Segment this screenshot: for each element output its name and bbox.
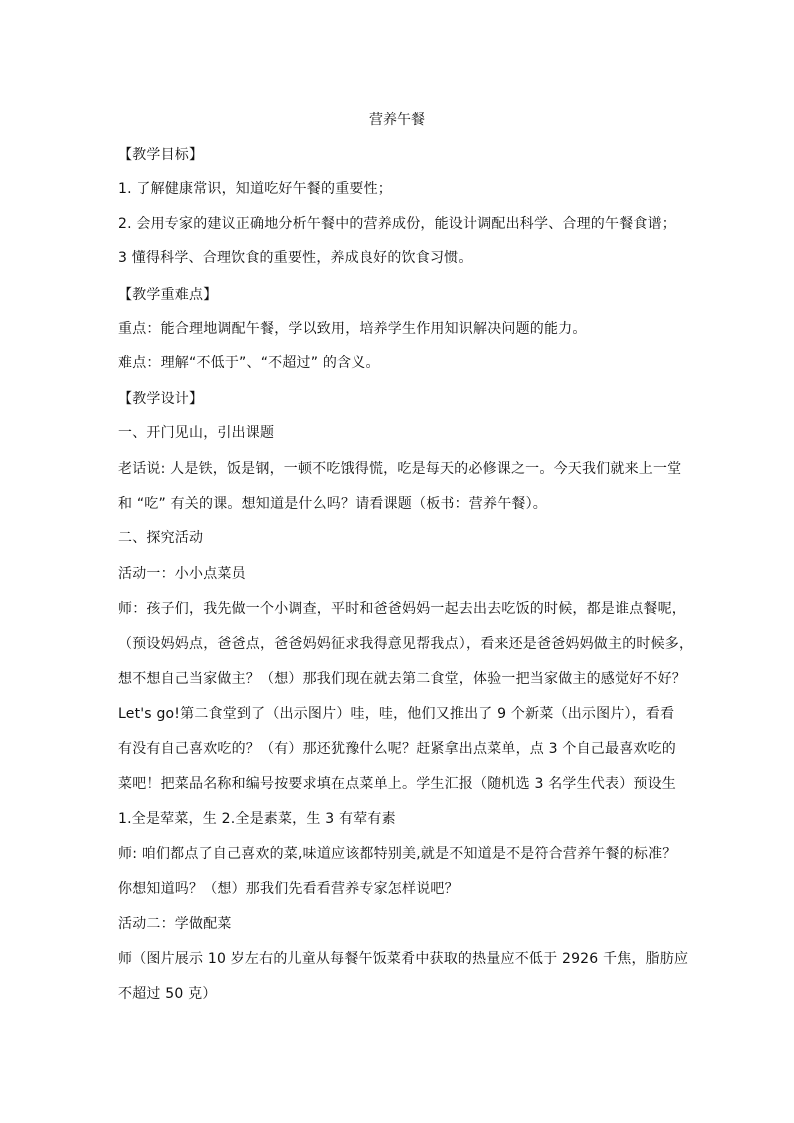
part-one-heading: 一、开门见山，引出课题 (118, 425, 275, 441)
key-point: 重点：能合理地调配午餐，学以致用，培养学生作用知识解决问题的能力。 (118, 321, 587, 337)
objective-2: 2. 会用专家的建议正确地分析午餐中的营养成份，能设计调配出科学、合理的午餐食谱； (118, 216, 677, 232)
paragraph-line: 老话说: 人是铁，饭是钢，一顿不吃饿得慌，吃是每天的必修课之一。今天我们就来上一堂 (118, 461, 682, 477)
objective-1: 1. 了解健康常识，知道吃好午餐的重要性； (118, 181, 393, 197)
section-heading-design: 【教学设计】 (118, 391, 204, 407)
activity-two-heading: 活动二：学做配菜 (118, 916, 232, 932)
paragraph-line: 有没有自己喜欢吃的？（有）那还犹豫什么呢？赶紧拿出点菜单，点 3 个自己最喜欢吃的 (118, 741, 677, 757)
paragraph-line: （预设妈妈点，爸爸点，爸爸妈妈征求我得意见帮我点），看来还是爸爸妈妈做主的时候多， (118, 636, 694, 652)
difficult-point: 难点：理解“不低于”、“不超过” 的含义。 (118, 355, 380, 371)
paragraph-line: 师: 咱们都点了自己喜欢的菜,味道应该都特别美,就是不知道是不是符合营养午餐的标准？ (118, 846, 677, 862)
section-heading-key-points: 【教学重难点】 (118, 287, 218, 303)
paragraph-line: 师（图片展示 10 岁左右的儿童从每餐午饭菜肴中获取的热量应不低于 2926 千焦，脂肪应 (118, 951, 689, 967)
document-title: 营养午餐 (369, 112, 425, 128)
activity-one-heading: 活动一：小小点菜员 (118, 566, 246, 582)
section-heading-objectives: 【教学目标】 (118, 147, 204, 163)
paragraph-line: 1.全是荤菜，生 2.全是素菜，生 3 有荤有素 (118, 811, 396, 827)
paragraph-line: 菜吧！把菜品名称和编号按要求填在点菜单上。学生汇报（随机选 3 名学生代表）预设生 (118, 776, 677, 792)
objective-3: 3 懂得科学、合理饮食的重要性，养成良好的饮食习惯。 (118, 250, 473, 266)
paragraph-line: 和 “吃” 有关的课。想知道是什么吗？请看课题（板书：营养午餐）。 (118, 496, 548, 512)
paragraph-line: Let's go!第二食堂到了（出示图片）哇，哇，他们又推出了 9 个新菜（出示图片），看看 (118, 706, 675, 722)
paragraph-line: 不超过 50 克） (118, 986, 217, 1002)
part-two-heading: 二、探究活动 (118, 530, 204, 546)
paragraph-line: 师：孩子们，我先做一个小调查，平时和爸爸妈妈一起去出去吃饭的时候，都是谁点餐呢， (118, 601, 686, 617)
paragraph-line: 你想知道吗？（想）那我们先看看营养专家怎样说吧？ (118, 881, 459, 897)
paragraph-line: 想不想自己当家做主？（想）那我们现在就去第二食堂，体验一把当家做主的感觉好不好？ (118, 671, 686, 687)
